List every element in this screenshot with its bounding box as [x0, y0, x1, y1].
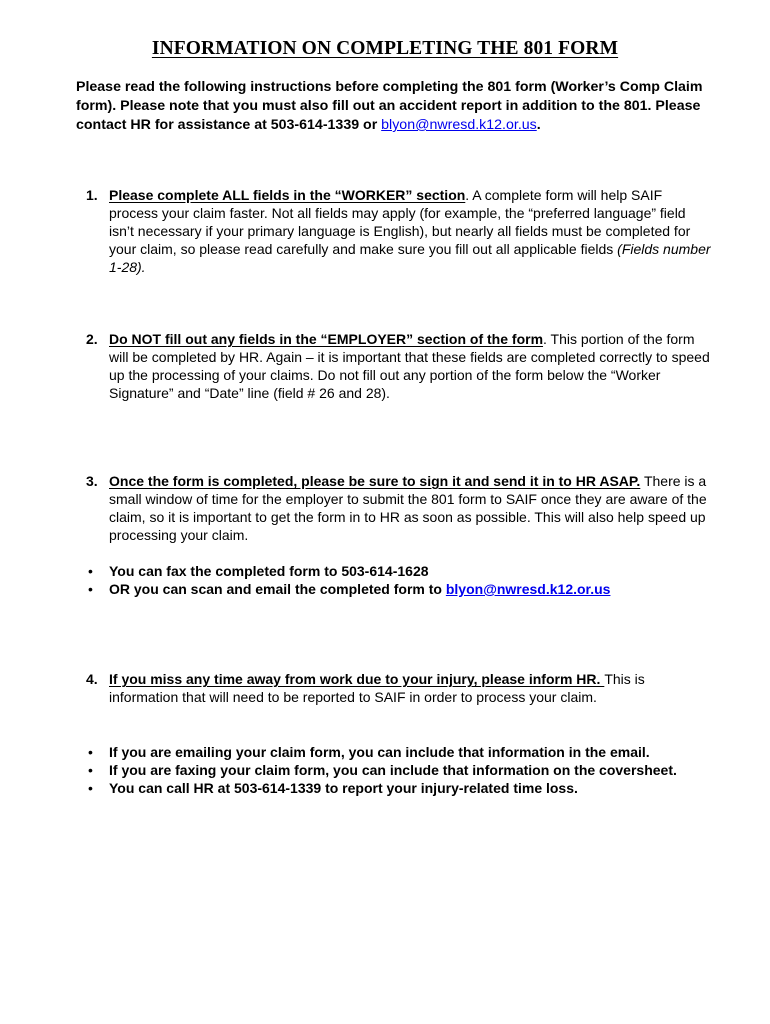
bullet-icon: • [88, 581, 93, 597]
item-lead: Do NOT fill out any fields in the “EMPLOYER” section of the form [109, 331, 544, 347]
bullet-icon: • [88, 563, 93, 579]
instruction-item-3 [86, 472, 711, 544]
item-lead: Once the form is completed, please be sure to sign it and send it in to HR ASAP. [109, 473, 641, 489]
bullet-text: If you are faxing your claim form, you can include that information on the coversheet. [109, 762, 677, 778]
bullet-icon: • [88, 744, 93, 760]
item-text: There is a small window of time for the employer to submit the 801 form to SAIF once they are aware of the claim, so it is important to get the form in to HR as soon as possible. This will also help speed up processing your claim. [109, 473, 707, 543]
bullet-icon: • [88, 780, 93, 796]
item-body [109, 472, 711, 544]
instruction-item-1 [86, 186, 711, 276]
list-item [86, 761, 711, 779]
item-lead: Please complete ALL fields in the “WORKER” section [109, 187, 466, 203]
submission-bullet-list [86, 562, 711, 598]
item-text: This portion of the form will be completed by HR. Again – it is important that these fields are completed correctly to speed up the processing of your claims. Do not fill out any portion of the form below the “Worker Signature” and “Date” line (field # 26 and 28). [109, 331, 710, 401]
intro-text: Please read the following instructions before completing the 801 form (Worker’s Comp Claim form). Please note that you must also fill out an accident report in addition to the 801. Please contact HR for assistance at 503-614-1339 or [76, 79, 703, 133]
item-number: 3. [86, 473, 98, 489]
intro-end: . [536, 117, 541, 133]
item-number: 4. [86, 671, 98, 687]
item-note: (Fields number 1-28). [109, 241, 711, 275]
list-item [86, 562, 711, 580]
page-title: INFORMATION ON COMPLETING THE 801 FORM [151, 38, 619, 59]
bullet-text: If you are emailing your claim form, you can include that information in the email. [109, 744, 650, 760]
item-number: 2. [86, 331, 98, 347]
instruction-item-4 [86, 670, 711, 706]
intro-email-link[interactable]: blyon@nwresd.k12.or.us [381, 117, 537, 133]
list-item [86, 743, 711, 761]
bullet-icon: • [88, 762, 93, 778]
item-lead: If you miss any time away from work due to your injury, please inform HR. [109, 671, 605, 687]
item-text: A complete form will help SAIF process your claim faster. Not all fields may apply (for example, the “preferred language” field isn’t necessary if your primary language is English), but nearly all fields must be completed for your claim, so please read carefully and make sure you fill out all applicable fields [109, 187, 691, 257]
instruction-item-2 [86, 330, 711, 402]
item-lead-end: . [543, 331, 547, 347]
time-loss-bullet-list [86, 743, 711, 797]
scan-email-link[interactable]: blyon@nwresd.k12.or.us [445, 581, 611, 597]
item-text: This is information that will need to be reported to SAIF in order to process your claim. [109, 671, 645, 705]
fax-text: You can fax the completed form to 503-614-1628 [109, 563, 429, 579]
list-item [86, 779, 711, 797]
item-lead-end: . [465, 187, 470, 203]
item-body [109, 186, 711, 276]
intro-paragraph [76, 78, 716, 135]
scan-text: OR you can scan and email the completed form to [109, 581, 446, 597]
list-item [86, 580, 711, 598]
item-body [109, 670, 711, 706]
item-number: 1. [86, 187, 98, 203]
item-body [109, 330, 711, 402]
bullet-text: You can call HR at 503-614-1339 to report your injury-related time loss. [109, 780, 578, 796]
